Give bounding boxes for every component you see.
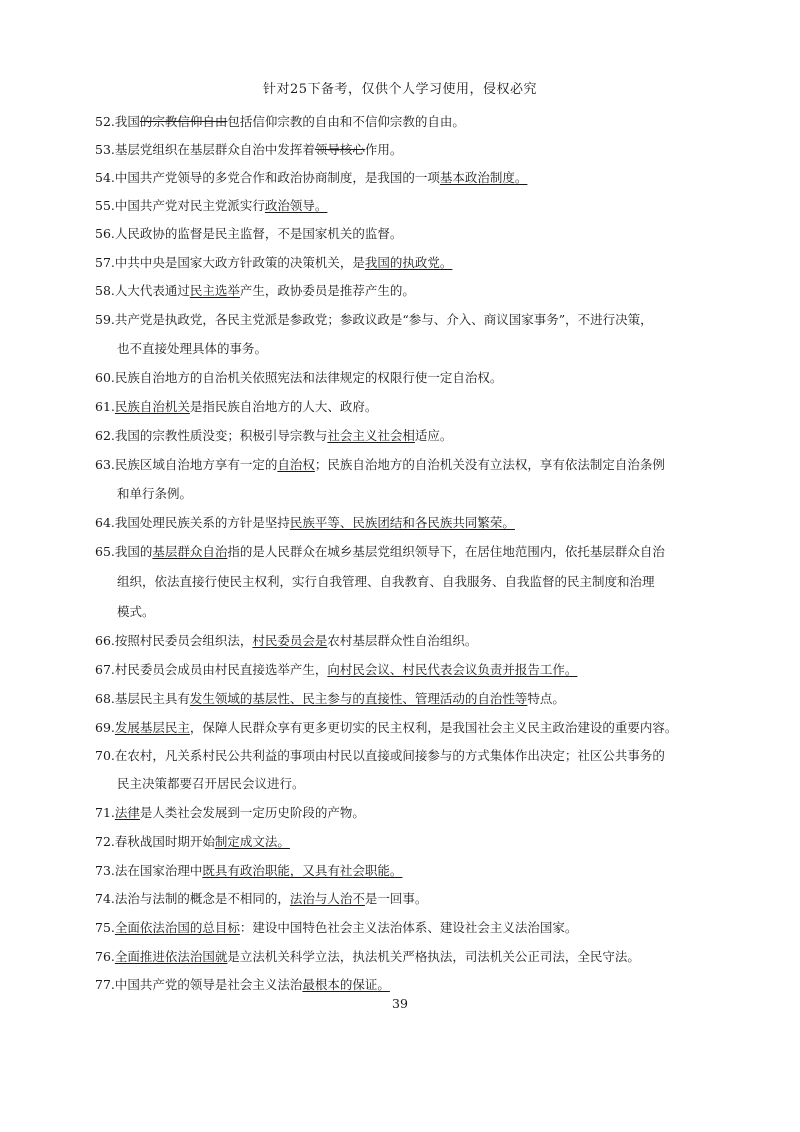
list-item-64 <box>95 514 515 532</box>
item-text: 72.春秋战国时期开始 <box>95 834 215 849</box>
list-item-65-cont2 <box>117 603 155 621</box>
item-text: 是人类社会发展到一定历史阶段的产物。 <box>139 805 365 820</box>
list-item-68 <box>95 690 565 708</box>
underlined-text: 法治与人治不 <box>289 891 365 906</box>
item-text: 61. <box>95 399 115 414</box>
list-item-67 <box>95 661 577 679</box>
item-text: 和单行条例。 <box>117 486 193 501</box>
item-text: 民主决策都要召开居民会议进行。 <box>117 776 305 791</box>
struck-text: 领导核心 <box>314 142 365 157</box>
item-text: 64.我国处理民族关系的方针是坚持 <box>95 515 290 530</box>
list-item-57 <box>95 254 452 272</box>
underlined-text: 最根本的保证。 <box>302 977 390 992</box>
item-text: 也不直接处理具体的事务。 <box>117 341 268 356</box>
list-item-52 <box>95 113 465 131</box>
underlined-text: 村民委员会是 <box>252 633 328 648</box>
item-text: 77.中国共产党的领导是社会主义法治 <box>95 977 303 992</box>
list-item-77 <box>95 976 390 994</box>
item-text: 55.中国共产党对民主党派实行 <box>95 198 265 213</box>
underlined-text: 发展基层民主 <box>114 720 190 735</box>
list-item-62 <box>95 427 452 445</box>
item-text: 特点。 <box>527 691 565 706</box>
item-text: 农村基层群众性自治组织。 <box>327 633 478 648</box>
underlined-text: 我国的执政党。 <box>364 255 453 270</box>
list-item-53 <box>95 141 402 159</box>
page-header: 针对25下备考，仅供个人学习使用，侵权必究 <box>262 82 538 97</box>
item-text: 69. <box>95 720 115 735</box>
list-item-63-cont <box>117 485 192 503</box>
item-text: 74.法治与法制的概念是不相同的， <box>95 891 290 906</box>
underlined-text: 自治权 <box>277 457 315 472</box>
item-text: 指的是人民群众在城乡基层党组织领导下，在居住地范围内，依托基层群众自治 <box>227 544 665 559</box>
underlined-text: 民族平等、民族团结和各民族共同繁荣。 <box>289 515 515 530</box>
item-text: ：建设中国特色社会主义法治体系、建设社会主义法治国家。 <box>239 920 578 935</box>
underlined-text: 制定成文法。 <box>214 834 290 849</box>
item-text: ；民族自治地方的自治机关没有立法权，享有依法制定自治条例 <box>314 457 665 472</box>
underlined-text: 既具有政治职能，又具有社会职能。 <box>202 863 403 878</box>
item-text: 76. <box>95 949 115 964</box>
list-item-60 <box>95 369 502 387</box>
list-item-59-cont <box>117 340 267 358</box>
underlined-text: 全面依法治国的总目标 <box>114 920 240 935</box>
list-item-70-cont <box>117 775 305 793</box>
underlined-text: 发生领域的基层性、民主参与的直接性、管理活动的自治性等 <box>189 691 528 706</box>
underlined-text: 基本政治制度。 <box>439 170 528 185</box>
underlined-text: 全面推进依法治国就 <box>114 949 228 964</box>
item-text: 65.我国的 <box>95 544 153 559</box>
item-text: 68.基层民主具有 <box>95 691 190 706</box>
item-text: 70.在农村，凡关系村民公共利益的事项由村民以直接或间接参与的方式集体作出决定；社区公共事务的 <box>95 748 665 763</box>
list-item-74 <box>95 890 427 908</box>
item-text: 包括信仰宗教的自由和不信仰宗教的自由。 <box>227 114 465 129</box>
item-text: 56.人民政协的监督是民主监督，不是国家机关的监督。 <box>95 226 403 241</box>
list-item-69 <box>95 719 677 737</box>
item-text: 58.人大代表通过 <box>95 283 190 298</box>
item-text: 是一回事。 <box>364 891 428 906</box>
struck-text: 的宗教信仰自由 <box>139 114 228 129</box>
item-text: 71. <box>95 805 115 820</box>
underlined-text: 法律 <box>114 805 140 820</box>
item-text: 是立法机关科学立法，执法机关严格执法，司法机关公正司法，全民守法。 <box>227 949 640 964</box>
item-text: 53.基层党组织在基层群众自治中发挥着 <box>95 142 315 157</box>
item-text: 75. <box>95 920 115 935</box>
item-text: 54.中国共产党领导的多党合作和政治协商制度，是我国的一项 <box>95 170 440 185</box>
list-item-73 <box>95 862 402 880</box>
list-item-66 <box>95 632 477 650</box>
list-item-61 <box>95 398 377 416</box>
list-item-65-cont <box>117 573 655 591</box>
list-item-63 <box>95 456 665 474</box>
list-item-65 <box>95 543 665 561</box>
item-text: 67.村民委员会成员由村民直接选举产生， <box>95 662 328 677</box>
list-item-54 <box>95 169 527 187</box>
item-text: 作用。 <box>364 142 403 157</box>
item-text: 59.共产党是执政党，各民主党派是参政党；参政议政是“参与、介入、商议国家事务”，不进行决策， <box>95 312 653 327</box>
underlined-text: 民主选举 <box>189 283 240 298</box>
list-item-72 <box>95 833 290 851</box>
underlined-text: 向村民会议、村民代表会议负责并报告工作。 <box>327 662 578 677</box>
item-text: 52.我国 <box>95 114 140 129</box>
list-item-71 <box>95 804 365 822</box>
item-text: 模式。 <box>117 604 155 619</box>
list-item-56 <box>95 225 402 243</box>
item-text: 63.民族区域自治地方享有一定的 <box>95 457 278 472</box>
underlined-text: 政治领导。 <box>264 198 328 213</box>
item-text: 62.我国的宗教性质没变；积极引导宗教与 <box>95 428 328 443</box>
list-item-58 <box>95 282 415 300</box>
item-text: 57.中共中央是国家大政方针政策的决策机关，是 <box>95 255 365 270</box>
item-text: 产生，政协委员是推荐产生的。 <box>239 283 415 298</box>
underlined-text: 基层群众自治 <box>152 544 228 559</box>
item-text: 适应。 <box>414 428 453 443</box>
list-item-55 <box>95 197 327 215</box>
item-text: 66.按照村民委员会组织法， <box>95 633 253 648</box>
item-text: 60.民族自治地方的自治机关依照宪法和法律规定的权限行使一定自治权。 <box>95 370 503 385</box>
page-number: 39 <box>392 996 408 1011</box>
list-item-75 <box>95 919 577 937</box>
underlined-text: 民族自治机关 <box>114 399 190 414</box>
list-item-70 <box>95 747 665 765</box>
item-text: 组织，依法直接行使民主权利，实行自我管理、自我教育、自我服务、自我监督的民主制度和治理 <box>117 574 655 589</box>
list-item-59 <box>95 311 653 329</box>
underlined-text: 社会主义社会相 <box>327 428 415 443</box>
list-item-76 <box>95 948 640 966</box>
item-text: 是指民族自治地方的人大、政府。 <box>189 399 378 414</box>
item-text: ，保障人民群众享有更多更切实的民主权利，是我国社会主义民主政治建设的重要内容。 <box>189 720 678 735</box>
item-text: 73.法在国家治理中 <box>95 863 203 878</box>
